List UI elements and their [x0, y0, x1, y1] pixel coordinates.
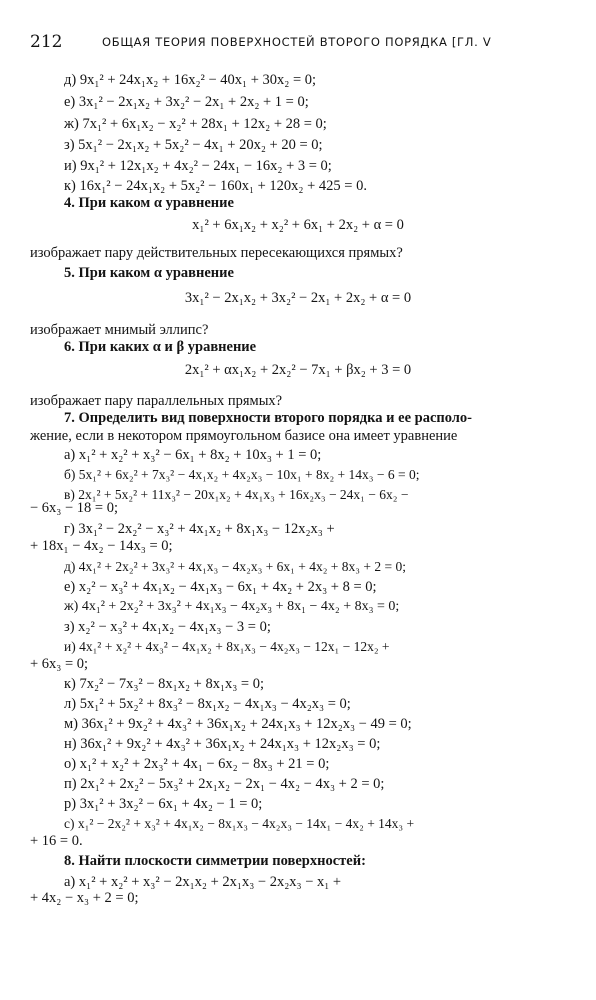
equation-line: в) 2x₁² + 5x₂² + 11x₃² − 20x₁x₂ + 4x₁x₃ + 16x₂x₃ − 24x₁ − 6x₂ −	[64, 487, 409, 502]
display-equation: 2x₁² + αx₁x₂ + 2x₂² − 7x₁ + βx₂ + 3 = 0	[184, 362, 412, 378]
equation-line: о) x₁² + x₂² + 2x₃² + 4x₁ − 6x₂ − 8x₃ + 21 = 0;	[64, 756, 330, 772]
equation-line: б) 5x₁² + 6x₂² + 7x₃² − 4x₁x₂ + 4x₂x₃ − 10x₁ + 8x₂ + 14x₃ − 6 = 0;	[64, 467, 420, 482]
equation-line: е) 3x₁² − 2x₁x₂ + 3x₂² − 2x₁ + 2x₂ + 1 = 0;	[64, 94, 309, 110]
problem-8-heading: 8. Найти плоскости симметрии поверхностей:	[64, 853, 366, 869]
equation-line: п) 2x₁² + 2x₂² − 5x₃² + 2x₁x₂ − 2x₁ − 4x₂ − 4x₃ + 2 = 0;	[64, 776, 385, 792]
equation-line: а) x₁² + x₂² + x₃² − 2x₁x₂ + 2x₁x₃ − 2x₂x₃ − x₁ +	[64, 874, 342, 890]
equation-line: и) 4x₁² + x₂² + 4x₃² − 4x₁x₂ + 8x₁x₃ − 4x₂x₃ − 12x₁ − 12x₂ +	[64, 639, 390, 654]
equation-line: ж) 4x₁² + 2x₂² + 3x₃² + 4x₁x₃ − 4x₂x₃ + 8x₁ − 4x₂ + 8x₃ = 0;	[64, 599, 400, 614]
problem-7-heading: 7. Определить вид поверхности второго порядка и ее располо-	[64, 410, 473, 426]
equation-line: н) 36x₁² + 9x₂² + 4x₃² + 36x₁x₂ + 24x₁x₃ + 12x₂x₃ = 0;	[64, 736, 381, 752]
equation-line: к) 16x₁² − 24x₁x₂ + 5x₂² − 160x₁ + 120x₂ + 425 = 0.	[64, 178, 367, 194]
problem-4-heading: 4. При каком α уравнение	[64, 195, 234, 211]
page-number: 212	[30, 32, 63, 52]
equation-line: + 4x₂ − x₃ + 2 = 0;	[30, 890, 139, 906]
text-line: изображает пару действительных пересекающихся прямых?	[30, 245, 403, 261]
equation-line: − 6x₃ − 18 = 0;	[30, 500, 118, 516]
equation-line: и) 9x₁² + 12x₁x₂ + 4x₂² − 24x₁ − 16x₂ + 3 = 0;	[64, 158, 332, 174]
equation-line: + 6x₃ = 0;	[30, 656, 89, 672]
equation-line: а) x₁² + x₂² + x₃² − 6x₁ + 8x₂ + 10x₃ + 1 = 0;	[64, 447, 322, 463]
equation-line: ж) 7x₁² + 6x₁x₂ − x₂² + 28x₁ + 12x₂ + 28 = 0;	[64, 116, 327, 132]
display-equation: x₁² + 6x₁x₂ + x₂² + 6x₁ + 2x₂ + α = 0	[192, 217, 404, 233]
text-line: изображает мнимый эллипс?	[30, 322, 209, 338]
equation-line: д) 4x₁² + 2x₂² + 3x₃² + 4x₁x₃ − 4x₂x₃ + 6x₁ + 4x₂ + 8x₃ + 2 = 0;	[64, 559, 406, 574]
equation-line: р) 3x₁² + 3x₂² − 6x₁ + 4x₂ − 1 = 0;	[64, 796, 263, 812]
equation-line: л) 5x₁² + 5x₂² + 8x₃² − 8x₁x₂ − 4x₁x₃ − 4x₂x₃ = 0;	[64, 696, 351, 712]
equation-line: г) 3x₁² − 2x₂² − x₃² + 4x₁x₂ + 8x₁x₃ − 12x₂x₃ +	[64, 521, 335, 537]
display-equation: 3x₁² − 2x₁x₂ + 3x₂² − 2x₁ + 2x₂ + α = 0	[184, 290, 412, 306]
equation-line: с) x₁² − 2x₂² + x₃² + 4x₁x₂ − 8x₁x₃ − 4x₂x₃ − 14x₁ − 4x₂ + 14x₃ +	[64, 816, 415, 831]
problem-6-heading: 6. При каких α и β уравнение	[64, 339, 257, 355]
problem-5-heading: 5. При каком α уравнение	[64, 265, 234, 281]
equation-line: д) 9x₁² + 24x₁x₂ + 16x₂² − 40x₁ + 30x₂ = 0;	[64, 72, 317, 88]
equation-line: + 16 = 0.	[30, 833, 83, 849]
equation-line: з) 5x₁² − 2x₁x₂ + 5x₂² − 4x₁ + 20x₂ + 20 = 0;	[64, 137, 323, 153]
equation-line: е) x₂² − x₃² + 4x₁x₂ − 4x₁x₃ − 6x₁ + 4x₂ + 2x₃ + 8 = 0;	[64, 579, 377, 595]
text-line: изображает пару параллельных прямых?	[30, 393, 283, 409]
text-line: жение, если в некотором прямоугольном базисе она имеет уравнение	[30, 428, 458, 444]
equation-line: к) 7x₂² − 7x₃² − 8x₁x₂ + 8x₁x₃ = 0;	[64, 676, 265, 692]
equation-line: з) x₂² − x₃² + 4x₁x₂ − 4x₁x₃ − 3 = 0;	[64, 619, 271, 635]
running-title: ОБЩАЯ ТЕОРИЯ ПОВЕРХНОСТЕЙ ВТОРОГО ПОРЯДКА [ГЛ. V	[102, 35, 492, 49]
equation-line: + 18x₁ − 4x₂ − 14x₃ = 0;	[30, 538, 173, 554]
equation-line: м) 36x₁² + 9x₂² + 4x₃² + 36x₁x₂ + 24x₁x₃ + 12x₂x₃ − 49 = 0;	[64, 716, 412, 732]
running-header	[30, 32, 566, 52]
